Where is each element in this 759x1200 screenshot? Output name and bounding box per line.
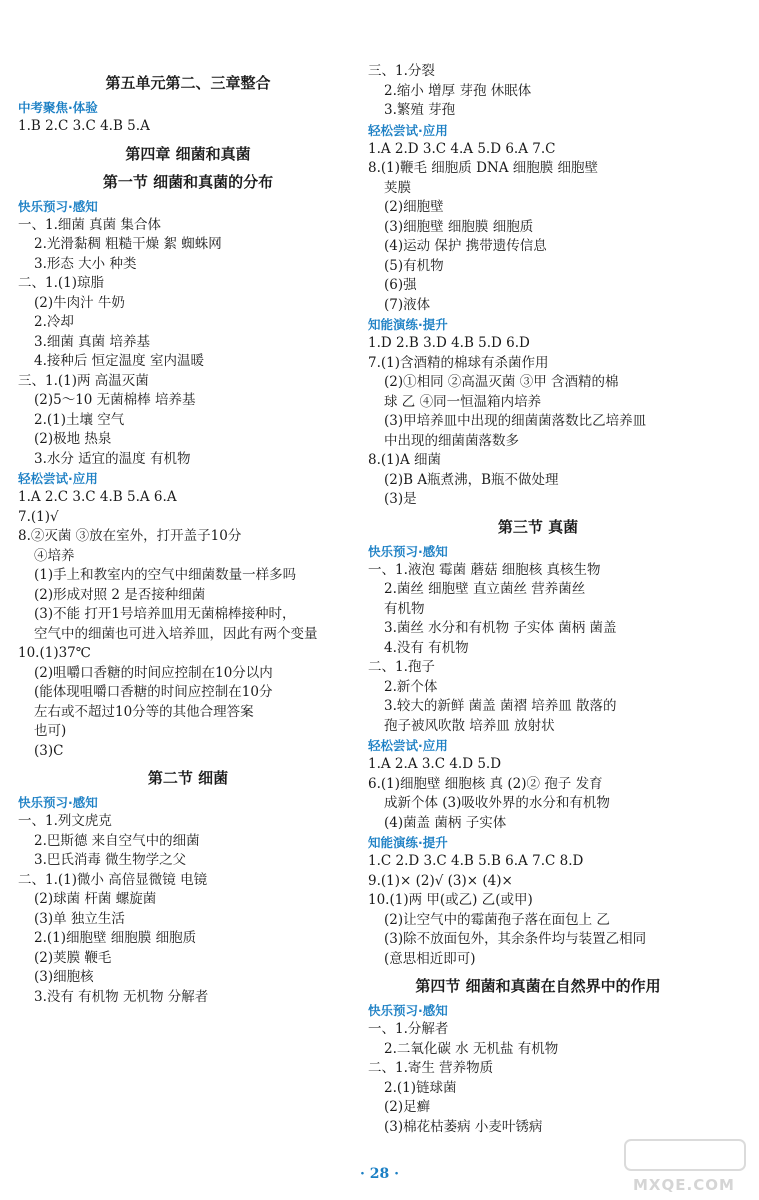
watermark-logo — [623, 1136, 753, 1196]
answer-line: 三、1.分裂 — [368, 63, 435, 79]
answer-line: 荚膜 — [384, 179, 411, 196]
section-label: 轻松尝试·应用 — [18, 471, 98, 486]
answer-line: 3.形态 大小 种类 — [34, 255, 137, 272]
answer-line: 3.水分 适宜的温度 有机物 — [34, 450, 191, 467]
answer-line: 左右或不超过10分等的其他合理答案 — [34, 703, 254, 720]
answer-line: 一、1.分解者 — [368, 1021, 449, 1037]
section-label: 轻松尝试·应用 — [368, 738, 448, 753]
answer-line: 2.二氧化碳 水 无机盐 有机物 — [384, 1040, 559, 1057]
section-label: 快乐预习·感知 — [368, 543, 448, 559]
answer-line: (1)手上和教室内的空气中细菌数量一样多吗 — [34, 567, 297, 583]
answer-line: 孢子被风吹散 培养皿 放射状 — [384, 717, 555, 734]
answer-line: (2)形成对照 2 是否接种细菌 — [34, 586, 206, 603]
page-number: · 28 · — [360, 1166, 399, 1182]
answer-line: (2)足癣 — [384, 1099, 431, 1115]
answer-line: (4)菌盖 菌柄 子实体 — [384, 814, 507, 831]
answer-line: (2)让空气中的霉菌孢子落在面包上 乙 — [384, 911, 610, 928]
answer-line: 三、1.(1)两 高温灭菌 — [18, 372, 149, 389]
answer-line: 1.A 2.C 3.C 4.B 5.A 6.A — [18, 489, 177, 505]
answer-line: 2.(1)土壤 空气 — [34, 411, 125, 428]
answer-line: (4)运动 保护 携带遗传信息 — [384, 238, 547, 254]
left-column — [18, 62, 358, 1007]
answer-line: ④培养 — [34, 547, 75, 564]
answer-line: (3)除不放面包外，其余条件均与装置乙相同 — [384, 931, 647, 947]
answer-line: 成新个体 (3)吸收外界的水分和有机物 — [384, 795, 610, 811]
answer-line: (2)极地 热泉 — [34, 431, 112, 447]
section-label: 快乐预习·感知 — [18, 198, 98, 214]
section-heading: 第四章 细菌和真菌 — [125, 144, 251, 163]
section-label: 轻松尝试·应用 — [368, 122, 448, 138]
answer-line: (2)咀嚼口香糖的时间应控制在10分以内 — [34, 664, 273, 681]
answer-line: (2)细胞壁 — [384, 199, 444, 215]
answer-line: 3.没有 有机物 无机物 分解者 — [34, 988, 209, 1005]
answer-line: (5)有机物 — [384, 257, 444, 274]
section-heading: 第四节 细菌和真菌在自然界中的作用 — [415, 977, 661, 995]
answer-line: 1.A 2.A 3.C 4.D 5.D — [368, 756, 502, 772]
section-heading: 第五单元第二、三章整合 — [105, 74, 271, 92]
right-column — [368, 62, 708, 1137]
answer-line: 1.B 2.C 3.C 4.B 5.A — [18, 118, 150, 134]
answer-line: (3)是 — [384, 491, 417, 507]
answer-line: 2.菌丝 细胞壁 直立菌丝 营养菌丝 — [384, 581, 586, 597]
answer-line: (意思相近即可) — [384, 950, 476, 967]
answer-line: 球 乙 ④同一恒温箱内培养 — [384, 393, 542, 410]
answer-line: 4.接种后 恒定温度 室内温暖 — [34, 353, 204, 369]
answer-line: 也可) — [34, 723, 67, 739]
answer-line: 8.②灭菌 ③放在室外，打开盖子10分 — [18, 528, 242, 544]
answer-line: (3)细胞壁 细胞膜 细胞质 — [384, 218, 534, 235]
answer-line: (3)单 独立生活 — [34, 910, 125, 927]
answer-line: 二、1.(1)琼脂 — [18, 275, 105, 291]
section-heading: 第三节 真菌 — [497, 517, 579, 536]
answer-line: 2.冷却 — [34, 314, 74, 330]
answer-line: (2)B A瓶煮沸，B瓶不做处理 — [384, 471, 559, 488]
answer-line: (3)细胞核 — [34, 969, 94, 985]
answer-line: 二、1.(1)微小 高倍显微镜 电镜 — [18, 871, 208, 888]
answer-line: 2.缩小 增厚 芽孢 休眠体 — [384, 82, 532, 99]
answer-line: 一、1.细菌 真菌 集合体 — [18, 216, 161, 233]
answer-line: 4.没有 有机物 — [384, 639, 469, 656]
answer-line: 3.细菌 真菌 培养基 — [34, 333, 150, 350]
answer-line: (3)不能 打开1号培养皿用无菌棉棒接种时， — [34, 606, 296, 622]
watermark-frame — [625, 1140, 745, 1170]
section-label: 知能演练·提升 — [368, 317, 448, 332]
section-label: 中考聚焦·体验 — [18, 100, 98, 115]
answer-line: 3.繁殖 芽孢 — [384, 102, 456, 118]
answer-line: (2)荚膜 鞭毛 — [34, 949, 112, 966]
answer-line: (6)强 — [384, 277, 417, 293]
answer-line: 10.(1)两 甲(或乙) 乙(或甲) — [368, 892, 533, 908]
answer-line: 二、1.寄生 营养物质 — [368, 1060, 494, 1076]
answer-line: (7)液体 — [384, 296, 431, 313]
answer-line: 2.(1)链球菌 — [384, 1079, 457, 1096]
answer-line: (3)棉花枯萎病 小麦叶锈病 — [384, 1118, 543, 1135]
answer-line: 有机物 — [384, 600, 425, 617]
answer-line: (3)C — [34, 742, 64, 759]
answer-line: (2)球菌 杆菌 螺旋菌 — [34, 891, 157, 907]
watermark-text: MXQE.COM — [633, 1176, 735, 1194]
answer-line: 3.菌丝 水分和有机物 子实体 菌柄 菌盖 — [384, 620, 617, 636]
section-heading: 第一节 细菌和真菌的分布 — [102, 172, 274, 191]
answer-line: 1.A 2.D 3.C 4.A 5.D 6.A 7.C — [368, 140, 556, 157]
section-heading: 第二节 细菌 — [147, 769, 229, 787]
answer-line: (3)甲培养皿中出现的细菌菌落数比乙培养皿 — [384, 413, 647, 429]
answer-line: 2.新个体 — [384, 678, 438, 695]
section-label: 知能演练·提升 — [368, 835, 448, 850]
answer-line: 一、1.液泡 霉菌 蘑菇 细胞核 真核生物 — [368, 561, 601, 578]
answer-line: (2)①相同 ②高温灭菌 ③甲 含酒精的棉 — [384, 374, 619, 390]
answer-line: (2)5～10 无菌棉棒 培养基 — [34, 392, 196, 408]
answer-line: 10.(1)37℃ — [18, 645, 91, 661]
answer-line: 7.(1)含酒精的棉球有杀菌作用 — [368, 354, 549, 371]
answer-line: 2.巴斯德 来自空气中的细菌 — [34, 832, 200, 849]
answer-line: 2.(1)细胞壁 细胞膜 细胞质 — [34, 930, 197, 946]
answer-line: 8.(1)A 细菌 — [368, 452, 442, 468]
answer-line: 6.(1)细胞壁 细胞核 真 (2)② 孢子 发育 — [368, 775, 603, 792]
answer-line: 7.(1)√ — [18, 508, 59, 525]
section-label: 快乐预习·感知 — [18, 795, 98, 810]
answer-line: 2.光滑黏稠 粗糙干燥 絮 蜘蛛网 — [34, 236, 222, 252]
answer-line: 中出现的细菌菌落数多 — [384, 432, 519, 449]
answer-line: 一、1.列文虎克 — [18, 813, 112, 829]
answer-line: 3.巴氏消毒 微生物学之父 — [34, 852, 187, 868]
answer-line: 二、1.孢子 — [368, 659, 435, 675]
answer-line: 9.(1)× (2)√ (3)× (4)× — [368, 872, 513, 889]
answer-line: 空气中的细菌也可进入培养皿，因此有两个变量 — [34, 625, 318, 642]
section-label: 快乐预习·感知 — [368, 1003, 448, 1018]
answer-line: 1.D 2.B 3.D 4.B 5.D 6.D — [368, 335, 530, 351]
answer-line: (2)牛肉汁 牛奶 — [34, 294, 125, 311]
answer-line: 1.C 2.D 3.C 4.B 5.B 6.A 7.C 8.D — [368, 853, 584, 869]
answer-line: 8.(1)鞭毛 细胞质 DNA 细胞膜 细胞壁 — [368, 160, 599, 176]
answer-line: 3.较大的新鲜 菌盖 菌褶 培养皿 散落的 — [384, 698, 617, 714]
answer-line: (能体现咀嚼口香糖的时间应控制在10分 — [34, 684, 273, 700]
